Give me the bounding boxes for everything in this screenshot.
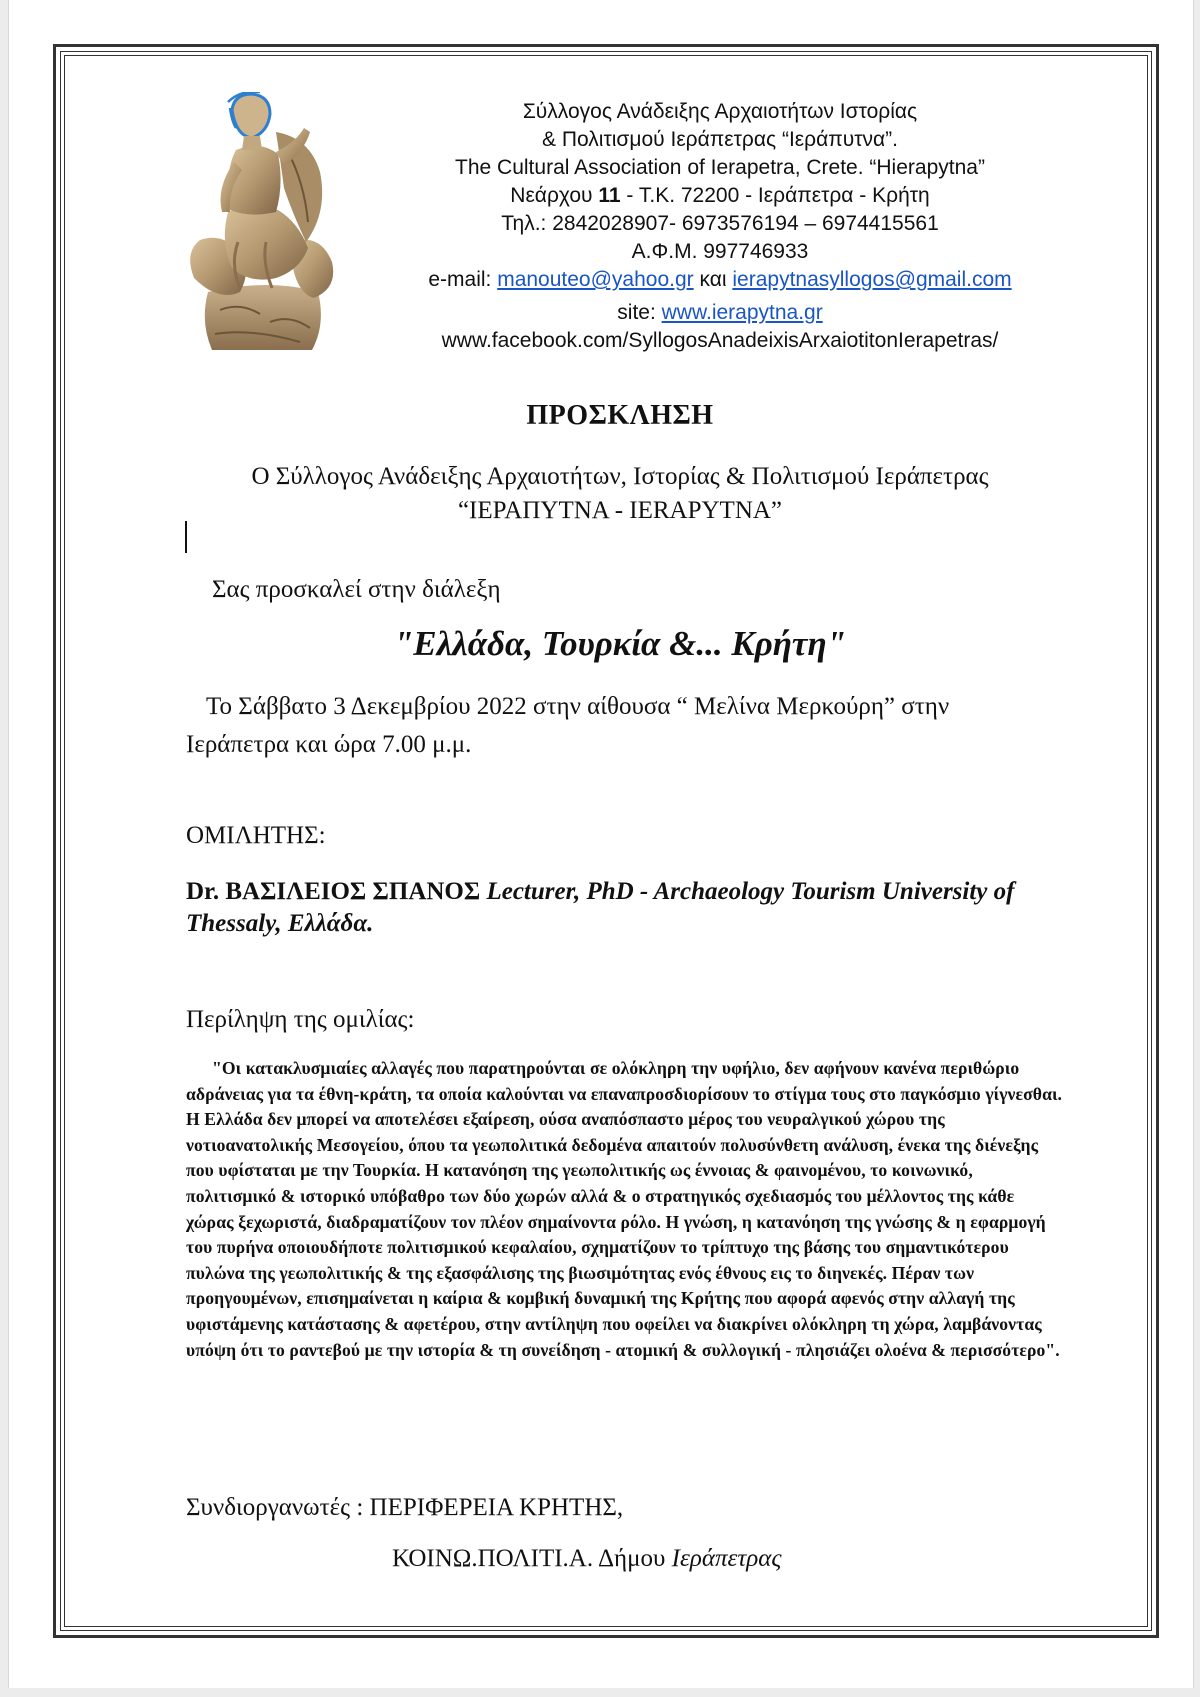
- association-name-line-2: “ΙΕΡΑΠΥΤΝΑ - IERAPYTNA”: [457, 497, 783, 524]
- header-facebook: www.facebook.com/SyllogosAnadeixisArxaiotitonIerapetras/: [441, 329, 999, 352]
- header-phone: Τηλ.: 2842028907- 6973576194 – 6974415561: [501, 212, 939, 235]
- text-cursor: [185, 521, 187, 553]
- event-datetime-line-1: Το Σάββατο 3 Δεκεμβρίου 2022 στην αίθουσα “ Μελίνα Μερκούρη” στην: [206, 693, 950, 720]
- header-line-1: Σύλλογος Ανάδειξης Αρχαιοτήτων Ιστορίας: [522, 100, 918, 123]
- speaker-role: Lecturer, PhD - Archaeology Tourism University of Thessaly, Ελλάδα.: [186, 878, 1015, 937]
- speaker-label: ΟΜΙΛΗΤΗΣ:: [186, 822, 326, 849]
- site-link[interactable]: www.ierapytna.gr: [661, 301, 823, 324]
- association-name: [150, 460, 1090, 528]
- email-link-gmail[interactable]: ierapytnasyllogos@gmail.com: [732, 268, 1012, 291]
- header-address: Νεάρχου 11 - Τ.Κ. 72200 - Ιεράπετρα - Κρήτη: [510, 184, 930, 207]
- speaker-info: [186, 876, 1086, 940]
- abstract-text: "Οι κατακλυσμιαίες αλλαγές που παρατηρούνται σε ολόκληρη την υφήλιο, δεν αφήνουν κανένα περιθώριο αδράνειας για τα έθνη-κράτη, τα οποία καλούνται να επαναπροσδιορίσουν το στίγμα τους στο παγκόσμιο γίγνεσθαι. Η Ελλάδα δεν μπορεί να αποτελέσει εξαίρεση, ούσα αναπόσπαστο μέρος του νευραλγικού χώρου της νοτιοανατολικής Μεσογείου, όπου τα γεωπολιτικά δεδομένα απαιτούν πολυσύνθετη ανάλυση, ένεκα της διένεξης που υφίσταται με την Τουρκία. Η κατανόηση της γεωπολιτικής ως έννοιας & φαινομένου, το κοινωνικό, πολιτισμικό & ιστορικό υπόβαθρο των δύο χωρών αλλά & ο στρατηγικός σχεδιασμός του μέλλοντος της κάθε χώρας ξεχωριστά, διαδραματίζουν τον πλέον σημαίνοντα ρόλο. Η γνώση, η κατανόηση της γνώσης & η εφαρμογή του πυρήνα οποιουδήποτε πολιτισμικού κεφαλαίου, σχηματίζουν το τρίπτυχο της βάσης του σημαντικότερου πυλώνα της γεωπολιτικής & της εξασφάλισης της βιωσιμότητας ενός έθνους εις το διηνεκές. Πέραν των προηγουμένων, επισημαίνεται η καίρια & κομβική δυναμική της Κρήτης που αφορά αφενός στην αλλαγή της υφιστάμενης κατάστασης & αφετέρου, στην αντίληψη που οφείλει να διακρίνει ολόκληρη τη χώρα, λαμβάνοντας υπόψη ότι το ραντεβού με την ιστορία & τη συνείδηση - ατομική & συλλογική - πλησιάζει ολοένα & περισσότερο".: [186, 1058, 1063, 1360]
- invites-text: Σας προσκαλεί στην διάλεξη: [212, 576, 501, 603]
- abstract-label: Περίληψη της ομιλίας:: [186, 1006, 415, 1033]
- event-datetime-line-2: Ιεράπετρα και ώρα 7.00 μ.μ.: [186, 731, 472, 758]
- statue-image: [180, 92, 350, 354]
- header-afm: Α.Φ.Μ. 997746933: [631, 240, 809, 263]
- email-link-yahoo[interactable]: manouteo@yahoo.gr: [497, 268, 694, 291]
- header-line-2: & Πολιτισμού Ιεράπετρας “Ιεράπυτνα”.: [542, 128, 898, 151]
- header-line-english: The Cultural Association of Ierapetra, Crete. “Hierapytna”: [455, 156, 985, 179]
- speaker-name: Dr. ΒΑΣΙΛΕΙΟΣ ΣΠΑΝΟΣ: [186, 878, 487, 905]
- lecture-title: "Ελλάδα, Τουρκία &... Κρήτη": [393, 624, 847, 663]
- association-header: [350, 98, 1090, 355]
- header-email: e-mail: manouteo@yahoo.gr και ierapytnasyllogos@gmail.com: [428, 268, 1012, 291]
- co-organizers-line-1: Συνδιοργανωτές : ΠΕΡΙΦΕΡΕΙΑ ΚΡΗΤΗΣ,: [186, 1494, 624, 1521]
- association-name-line-1: Ο Σύλλογος Ανάδειξης Αρχαιοτήτων, Ιστορίας & Πολιτισμού Ιεράπετρας: [251, 463, 989, 490]
- co-organizers-line-2: ΚΟΙΝΩ.ΠΟΛΙΤΙ.Α. Δήμου Ιεράπετρας: [392, 1545, 782, 1572]
- invitation-title: ΠΡΟΣΚΛΗΣΗ: [526, 400, 714, 431]
- header-site: site: www.ierapytna.gr: [617, 301, 823, 324]
- event-datetime: [186, 688, 1086, 764]
